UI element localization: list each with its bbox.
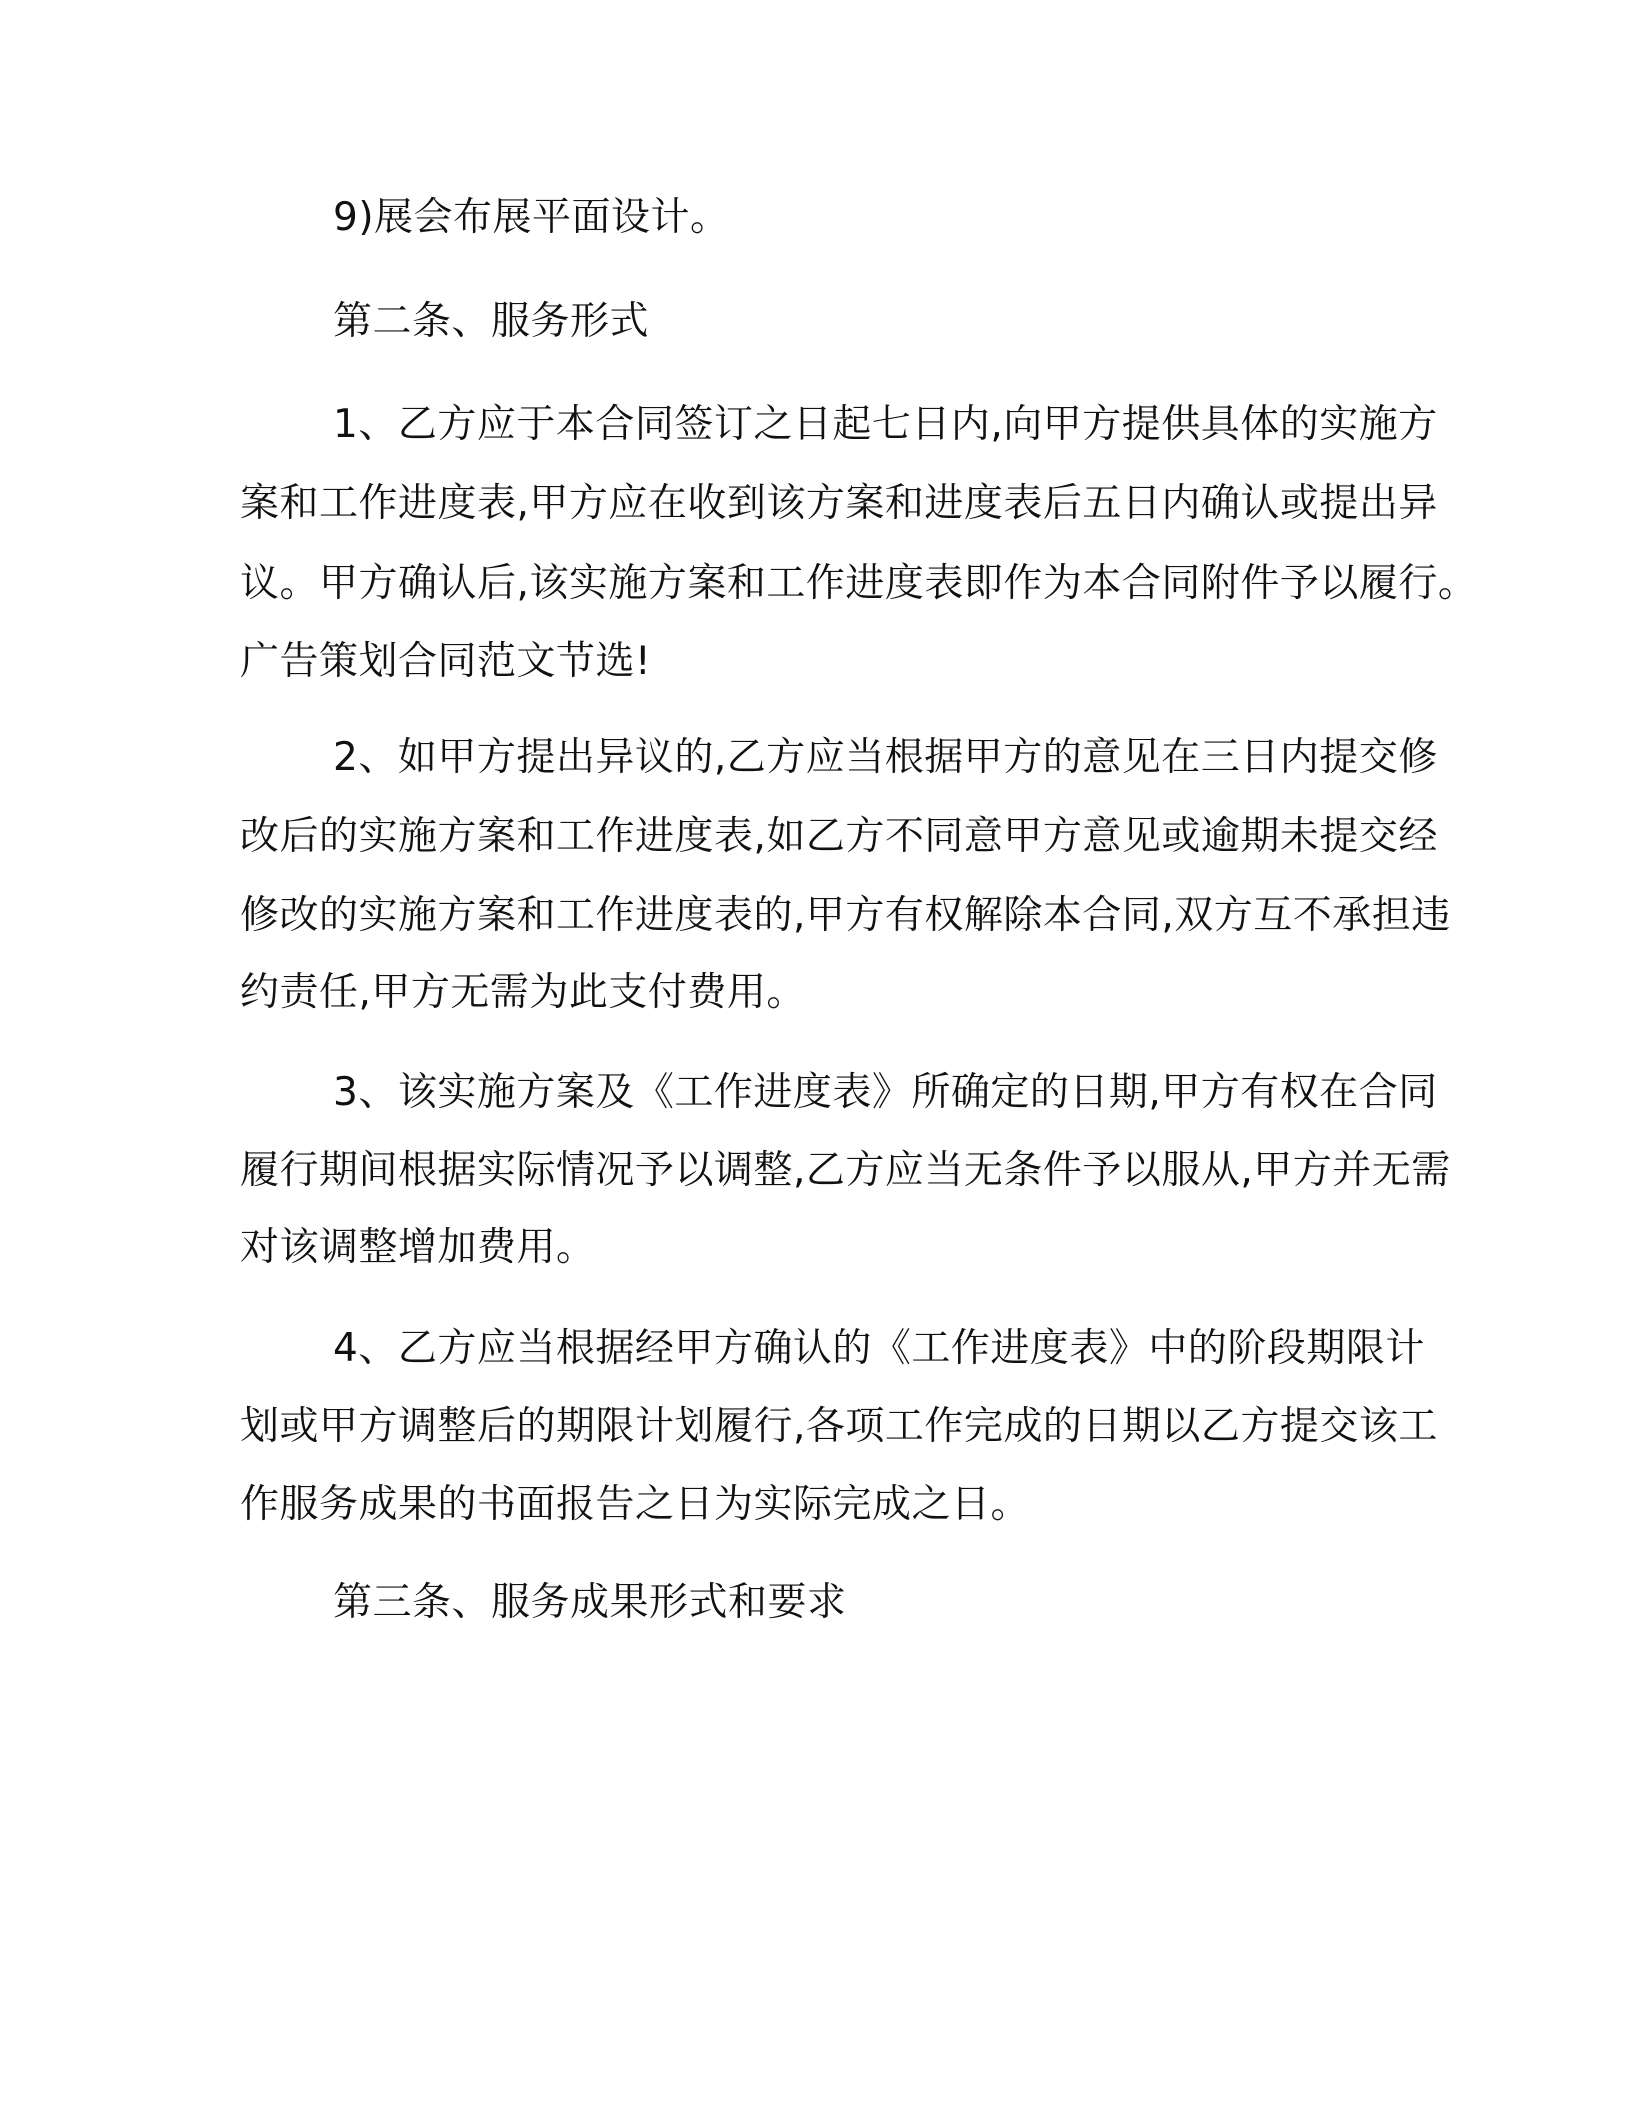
clause-4-line-3: 作服务成果的书面报告之日为实际完成之日。 — [240, 1482, 1031, 1527]
section-heading-3: 第三条、服务成果形式和要求 — [333, 1580, 847, 1625]
clause-2-line-1: 2、如甲方提出异议的,乙方应当根据甲方的意见在三日内提交修 — [333, 735, 1438, 780]
clause-2-line-3: 修改的实施方案和工作进度表的,甲方有权解除本合同,双方互不承担违 — [240, 893, 1451, 938]
clause-4-line-2: 划或甲方调整后的期限计划履行,各项工作完成的日期以乙方提交该工 — [240, 1404, 1438, 1449]
clause-3-line-2: 履行期间根据实际情况予以调整,乙方应当无条件予以服从,甲方并无需 — [240, 1148, 1451, 1193]
clause-1-line-2: 案和工作进度表,甲方应在收到该方案和进度表后五日内确认或提出异 — [240, 481, 1438, 526]
clause-4-line-1: 4、乙方应当根据经甲方确认的《工作进度表》中的阶段期限计 — [333, 1326, 1425, 1371]
clause-1-line-3: 议。甲方确认后,该实施方案和工作进度表即作为本合同附件予以履行。 — [240, 561, 1478, 606]
clause-2-line-2: 改后的实施方案和工作进度表,如乙方不同意甲方意见或逾期未提交经 — [240, 814, 1438, 859]
clause-1-line-1: 1、乙方应于本合同签订之日起七日内,向甲方提供具体的实施方 — [333, 402, 1438, 447]
clause-1-line-4: 广告策划合同范文节选! — [240, 639, 652, 684]
list-item-9: 9)展会布展平面设计。 — [333, 195, 730, 240]
clause-3-line-1: 3、该实施方案及《工作进度表》所确定的日期,甲方有权在合同 — [333, 1070, 1438, 1115]
clause-2-line-4: 约责任,甲方无需为此支付费用。 — [240, 970, 806, 1015]
clause-3-line-3: 对该调整增加费用。 — [240, 1225, 596, 1270]
section-heading-2: 第二条、服务形式 — [333, 299, 650, 344]
